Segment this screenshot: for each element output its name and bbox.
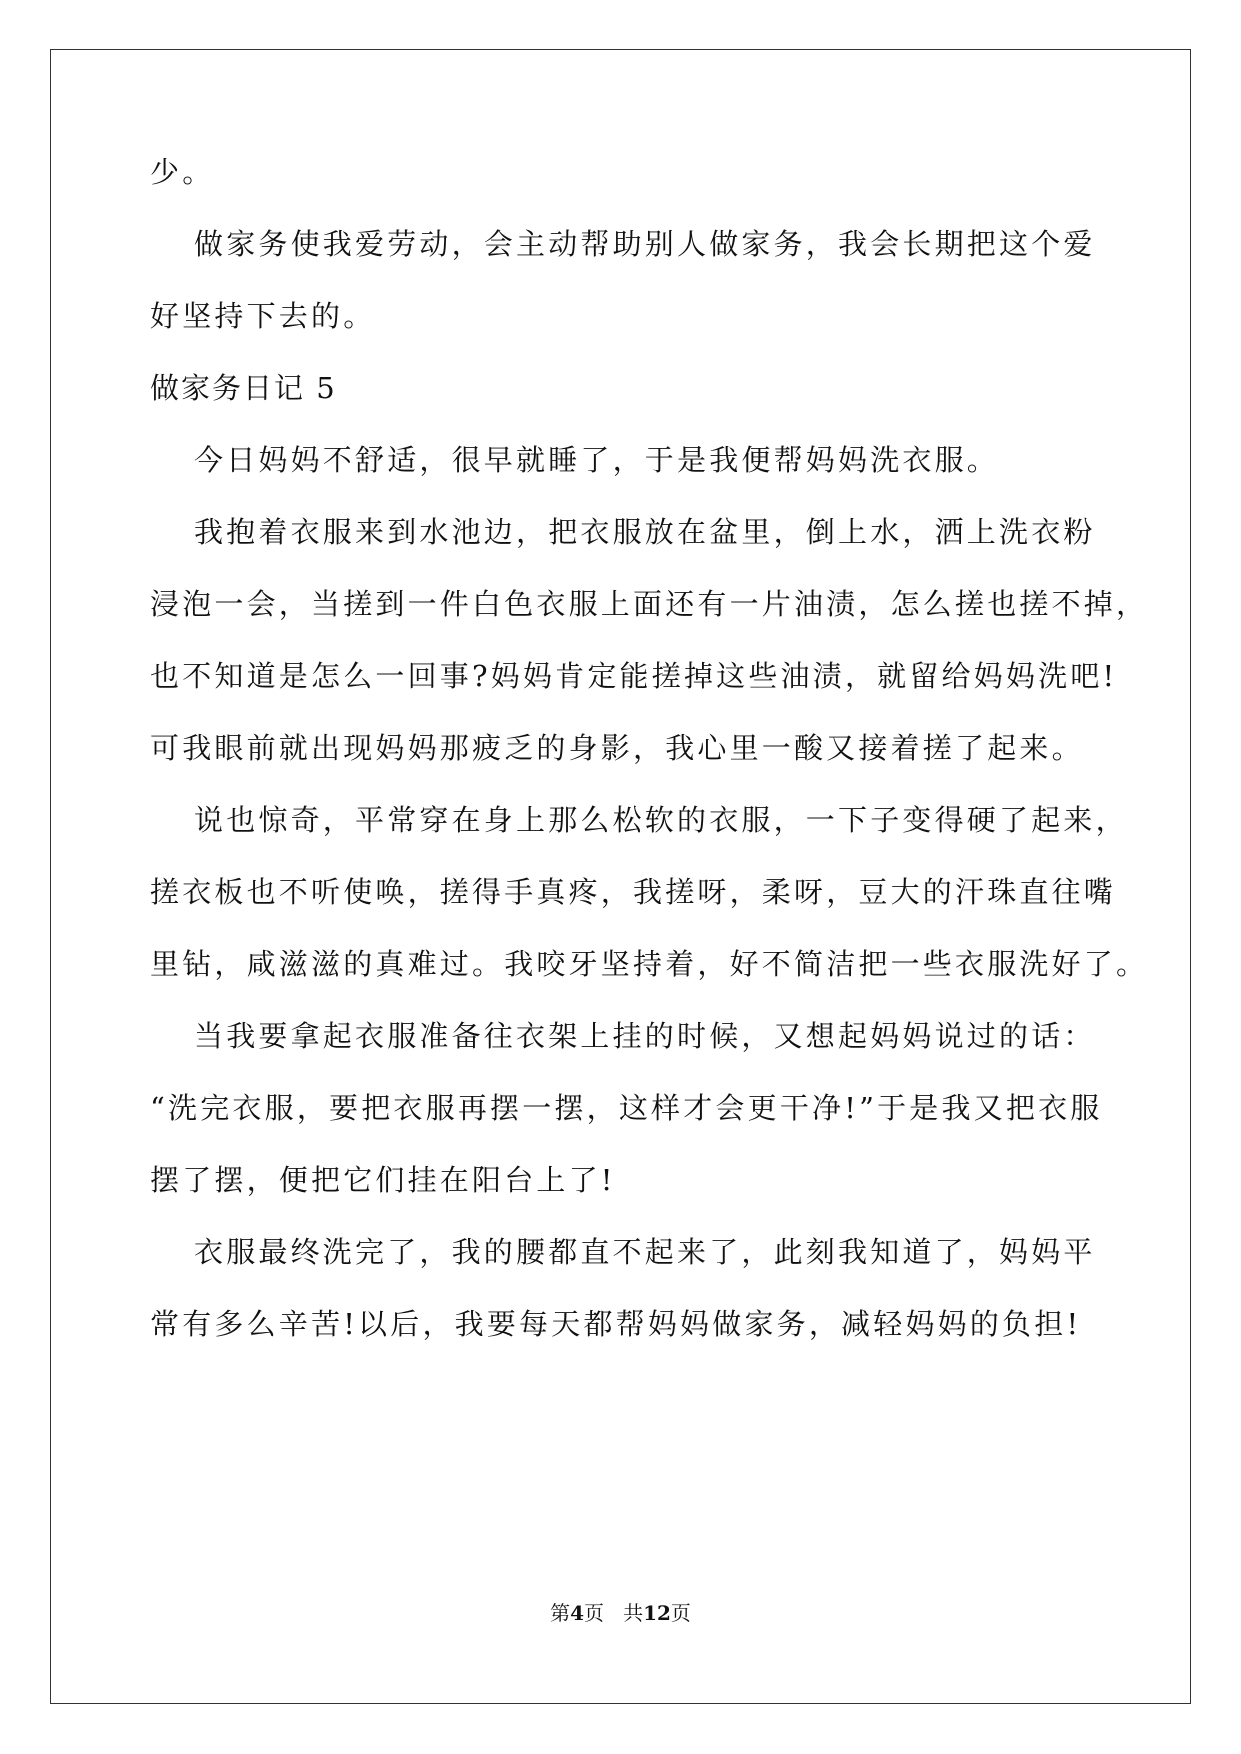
paragraph-line: 我抱着衣服来到水池边，把衣服放在盆里，倒上水，洒上洗衣粉 xyxy=(194,515,1096,549)
footer-prefix: 第 xyxy=(550,1601,571,1625)
paragraph-line: 说也惊奇，平常穿在身上那么松软的衣服，一下子变得硬了起来， xyxy=(194,803,1128,837)
footer-page-word: 页 xyxy=(584,1601,604,1625)
paragraph-line: 衣服最终洗完了，我的腰都直不起来了，此刻我知道了，妈妈平 xyxy=(194,1235,1096,1269)
paragraph-line: 摆了摆，便把它们挂在阳台上了! xyxy=(150,1163,616,1197)
paragraph-line: 里钻，咸滋滋的真难过。我咬牙坚持着，好不简洁把一些衣服洗好了。 xyxy=(150,947,1149,981)
paragraph-line: 好坚持下去的。 xyxy=(150,299,376,333)
paragraph-line: 少。 xyxy=(150,155,215,189)
paragraph-line: 搓衣板也不听使唤，搓得手真疼，我搓呀，柔呀，豆大的汗珠直往嘴 xyxy=(150,875,1117,909)
paragraph-line: 当我要拿起衣服准备往衣架上挂的时候，又想起妈妈说过的话： xyxy=(194,1019,1096,1053)
footer-total-prefix: 共 xyxy=(623,1601,644,1625)
paragraph-line: 今日妈妈不舒适，很早就睡了，于是我便帮妈妈洗衣服。 xyxy=(194,443,1000,477)
paragraph-line: 常有多么辛苦!以后，我要每天都帮妈妈做家务，减轻妈妈的负担! xyxy=(150,1307,1082,1341)
footer-total-suffix: 页 xyxy=(670,1601,691,1625)
paragraph-line: 可我眼前就出现妈妈那疲乏的身影，我心里一酸又接着搓了起来。 xyxy=(150,731,1084,765)
paragraph-line: 做家务使我爱劳动，会主动帮助别人做家务，我会长期把这个爱 xyxy=(194,227,1096,261)
page-footer xyxy=(0,1600,1241,1626)
current-page-number: 4 xyxy=(570,1601,584,1625)
paragraph-line: 也不知道是怎么一回事?妈妈肯定能搓掉这些油渍，就留给妈妈洗吧! xyxy=(150,659,1118,693)
total-page-number: 12 xyxy=(643,1601,671,1625)
paragraph-line: “洗完衣服，要把衣服再摆一摆，这样才会更干净!”于是我又把衣服 xyxy=(150,1091,1103,1125)
section-heading: 做家务日记 5 xyxy=(150,371,337,405)
paragraph-line: 浸泡一会，当搓到一件白色衣服上面还有一片油渍，怎么搓也搓不掉， xyxy=(150,587,1149,621)
